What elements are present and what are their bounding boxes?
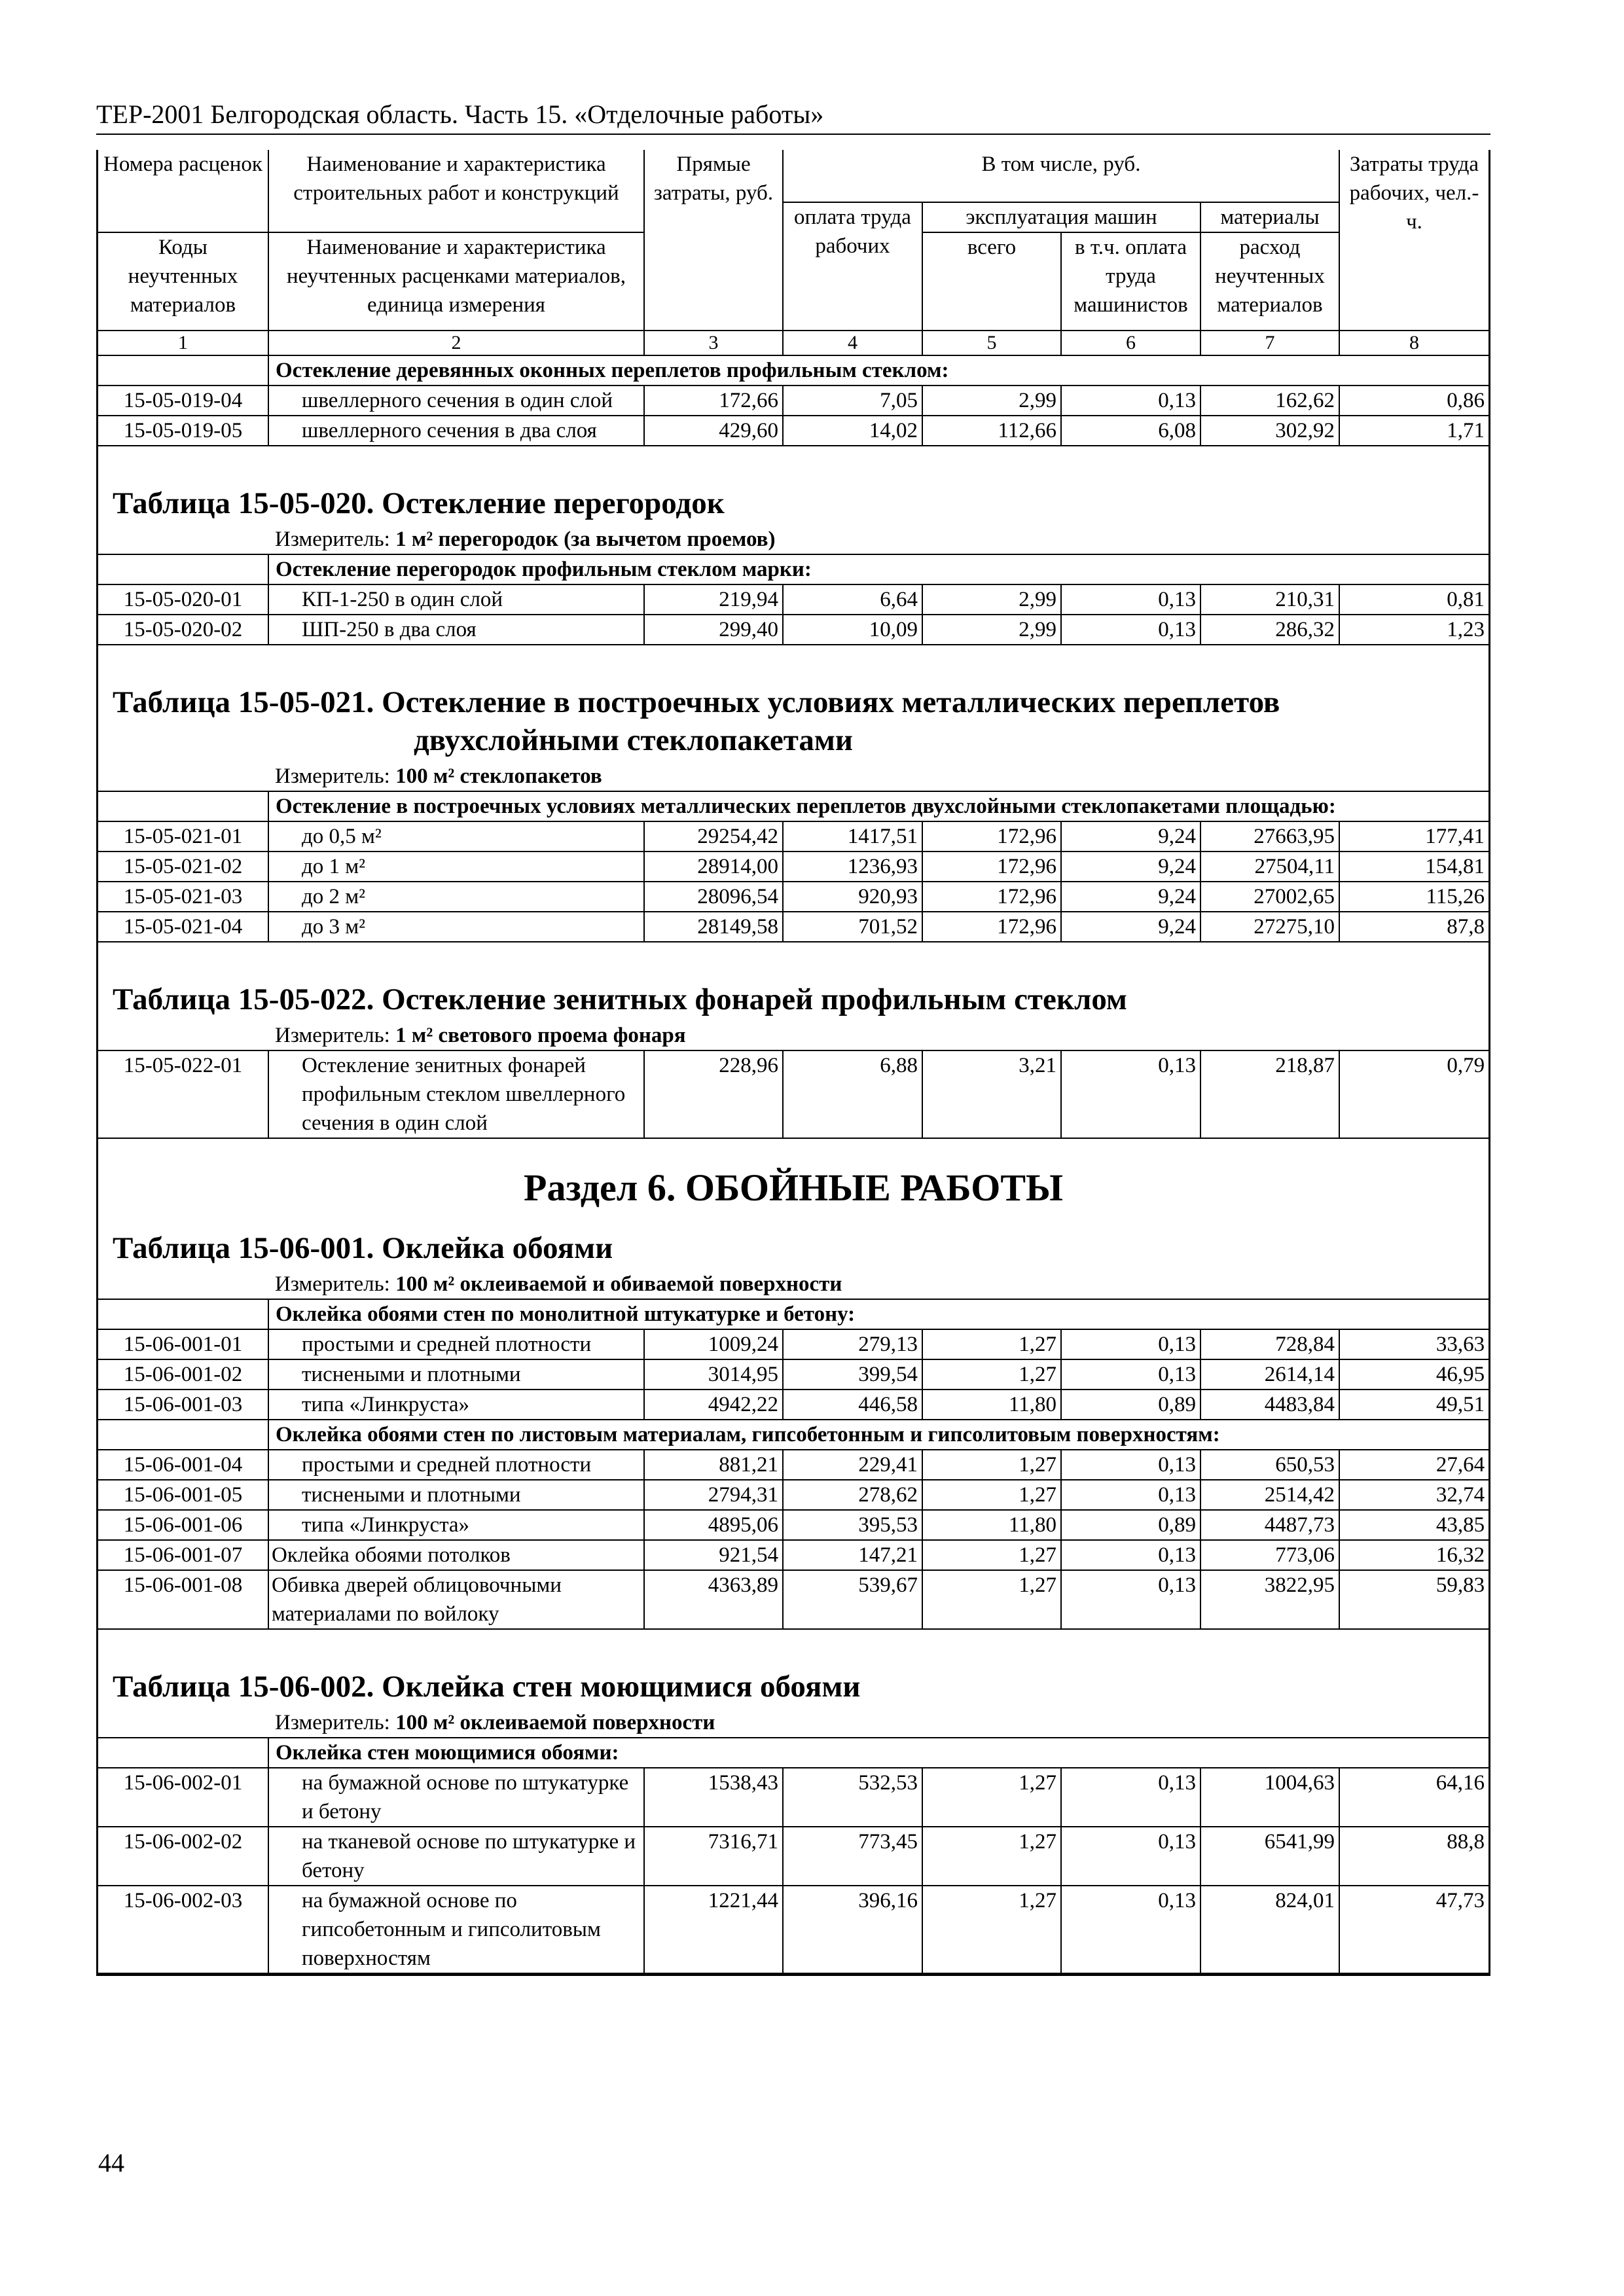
- empty-cell: [98, 356, 268, 386]
- labor-hours: 32,74: [1339, 1480, 1489, 1510]
- machines-header: эксплуатация машин: [922, 202, 1200, 232]
- machinist-wage: 6,08: [1061, 416, 1200, 446]
- material-cost: 650,53: [1200, 1450, 1339, 1480]
- measure-line: [268, 1270, 1489, 1299]
- table-bottom-rule: [96, 1974, 1490, 1976]
- labor-wage: 395,53: [783, 1510, 922, 1540]
- labor-wage: 701,52: [783, 912, 922, 942]
- labor-hours: 87,8: [1339, 912, 1489, 942]
- col4-header: оплата труда рабочих: [783, 202, 922, 331]
- work-name: до 2 м²: [268, 882, 644, 912]
- col2-header-bottom: Наименование и характеристика неучтенных расценками материалов, единица измерения: [268, 232, 644, 331]
- material-cost: 218,87: [1200, 1050, 1339, 1138]
- group-heading: Остекление в построечных условиях металлических переплетов двухслойными стеклопакетами площадью:: [268, 791, 1489, 821]
- labor-wage: 1417,51: [783, 821, 922, 852]
- work-name: КП-1-250 в один слой: [268, 584, 644, 615]
- work-name: до 0,5 м²: [268, 821, 644, 852]
- material-cost: 162,62: [1200, 386, 1339, 416]
- labor-hours: 115,26: [1339, 882, 1489, 912]
- table-row: [98, 1480, 1489, 1510]
- table-row: [98, 1390, 1489, 1420]
- measure-label: Измеритель:: [275, 764, 390, 788]
- table-15-05-022: [98, 1021, 1489, 1139]
- col1-header-bottom: Коды неучтенных материалов: [98, 232, 268, 331]
- table-row: [98, 1570, 1489, 1629]
- material-cost: 3822,95: [1200, 1570, 1339, 1629]
- labor-hours: 33,63: [1339, 1329, 1489, 1359]
- table-title-line1: Таблица 15-05-021. Остекление в построечных условиях металлических переплетов: [113, 685, 1280, 719]
- machine-total: 1,27: [922, 1329, 1061, 1359]
- measure-label: Измеритель:: [275, 528, 390, 551]
- labor-hours: 177,41: [1339, 821, 1489, 852]
- material-cost: 6541,99: [1200, 1827, 1339, 1886]
- work-name: до 1 м²: [268, 852, 644, 882]
- col-number: 1: [98, 331, 268, 355]
- column-header-table: [98, 150, 1489, 356]
- labor-hours: 154,81: [1339, 852, 1489, 882]
- spacer: [98, 446, 1489, 484]
- machinist-wage: 0,89: [1061, 1510, 1200, 1540]
- machinist-wage: 0,13: [1061, 1570, 1200, 1629]
- document-body: [96, 150, 1490, 1976]
- machine-total: 1,27: [922, 1450, 1061, 1480]
- machinist-wage: 9,24: [1061, 882, 1200, 912]
- rate-code: 15-06-002-03: [98, 1886, 268, 1973]
- machine-total: 1,27: [922, 1827, 1061, 1886]
- labor-wage: 920,93: [783, 882, 922, 912]
- rate-code: 15-05-020-01: [98, 584, 268, 615]
- table-row: [98, 1450, 1489, 1480]
- col-number: 7: [1200, 331, 1339, 355]
- labor-hours: 1,71: [1339, 416, 1489, 446]
- direct-cost: 1009,24: [644, 1329, 783, 1359]
- machine-total: 2,99: [922, 615, 1061, 645]
- labor-hours: 0,81: [1339, 584, 1489, 615]
- machinist-wage: 9,24: [1061, 912, 1200, 942]
- machine-total: 1,27: [922, 1570, 1061, 1629]
- work-name: Обивка дверей облицовочными материалами по войлоку: [268, 1570, 644, 1629]
- table-15-05-021: [98, 762, 1489, 942]
- table-row: [98, 1329, 1489, 1359]
- table-title: Таблица 15-06-002. Оклейка стен моющимися обоями: [113, 1670, 861, 1704]
- material-cost: 2514,42: [1200, 1480, 1339, 1510]
- measure-value: 1 м² перегородок (за вычетом проемов): [395, 528, 776, 551]
- table-row: [98, 852, 1489, 882]
- work-name: Оклейка обоями потолков: [268, 1540, 644, 1570]
- material-cost: 2614,14: [1200, 1359, 1339, 1390]
- table-row: [98, 1768, 1489, 1827]
- table-row: [98, 615, 1489, 645]
- measure-line: [268, 1708, 1489, 1738]
- rate-code: 15-06-001-05: [98, 1480, 268, 1510]
- direct-cost: 1221,44: [644, 1886, 783, 1973]
- direct-cost: 881,21: [644, 1450, 783, 1480]
- labor-wage: 278,62: [783, 1480, 922, 1510]
- machinist-wage: 0,13: [1061, 584, 1200, 615]
- direct-cost: 28149,58: [644, 912, 783, 942]
- rate-code: 15-06-001-01: [98, 1329, 268, 1359]
- rate-code: 15-06-002-01: [98, 1768, 268, 1827]
- machine-total: 11,80: [922, 1510, 1061, 1540]
- machine-total: 11,80: [922, 1390, 1061, 1420]
- table-15-05-020: [98, 525, 1489, 645]
- material-cost: 27002,65: [1200, 882, 1339, 912]
- measure-label: Измеритель:: [275, 1272, 390, 1296]
- table-title: [98, 683, 1489, 759]
- col2-header-top: Наименование и характеристика строительных работ и конструкций: [268, 150, 644, 232]
- empty-cell: [98, 1738, 268, 1768]
- table-row: [98, 1540, 1489, 1570]
- rate-code: 15-05-020-02: [98, 615, 268, 645]
- machine-total: 112,66: [922, 416, 1061, 446]
- labor-hours: 46,95: [1339, 1359, 1489, 1390]
- empty-cell: [98, 554, 268, 584]
- rate-code: 15-05-021-02: [98, 852, 268, 882]
- col6-header: в т.ч. оплата труда машинистов: [1061, 232, 1200, 331]
- direct-cost: 429,60: [644, 416, 783, 446]
- col5-header: всего: [922, 232, 1061, 331]
- page-header: ТЕР-2001 Белгородская область. Часть 15. «Отделочные работы»: [96, 99, 824, 129]
- rate-code: 15-05-019-05: [98, 416, 268, 446]
- labor-hours: 47,73: [1339, 1886, 1489, 1973]
- machine-total: 172,96: [922, 912, 1061, 942]
- labor-hours: 16,32: [1339, 1540, 1489, 1570]
- col-number: 3: [644, 331, 783, 355]
- col-number: 2: [268, 331, 644, 355]
- rate-code: 15-06-001-02: [98, 1359, 268, 1390]
- measure-value: 100 м² оклеиваемой и обиваемой поверхности: [395, 1272, 842, 1296]
- direct-cost: 1538,43: [644, 1768, 783, 1827]
- table-row: [98, 386, 1489, 416]
- direct-cost: 4363,89: [644, 1570, 783, 1629]
- labor-hours: 49,51: [1339, 1390, 1489, 1420]
- empty-cell: [98, 1420, 268, 1450]
- material-cost: 286,32: [1200, 615, 1339, 645]
- work-name: простыми и средней плотности: [268, 1450, 644, 1480]
- work-name: ШП-250 в два слоя: [268, 615, 644, 645]
- work-name: типа «Линкруста»: [268, 1510, 644, 1540]
- machinist-wage: 0,13: [1061, 1886, 1200, 1973]
- work-name: простыми и средней плотности: [268, 1329, 644, 1359]
- labor-wage: 396,16: [783, 1886, 922, 1973]
- material-cost: 27663,95: [1200, 821, 1339, 852]
- labor-wage: 147,21: [783, 1540, 922, 1570]
- table-row: [98, 584, 1489, 615]
- measure-label: Измеритель:: [275, 1711, 390, 1734]
- material-cost: 1004,63: [1200, 1768, 1339, 1827]
- material-cost: 302,92: [1200, 416, 1339, 446]
- measure-line: [268, 525, 1489, 554]
- table-row: [98, 821, 1489, 852]
- table-row: [98, 1827, 1489, 1886]
- empty-cell: [98, 1299, 268, 1329]
- materials-header: материалы: [1200, 202, 1339, 232]
- group-heading: Остекление деревянных оконных переплетов профильным стеклом:: [268, 356, 1489, 386]
- direct-cost: 228,96: [644, 1050, 783, 1138]
- rate-code: 15-06-001-06: [98, 1510, 268, 1540]
- incl-header: В том числе, руб.: [783, 150, 1339, 202]
- machinist-wage: 0,13: [1061, 1480, 1200, 1510]
- table-row: [98, 1886, 1489, 1973]
- measure-line: [268, 762, 1489, 791]
- empty-cell: [98, 1708, 268, 1738]
- labor-wage: 10,09: [783, 615, 922, 645]
- machine-total: 1,27: [922, 1359, 1061, 1390]
- machinist-wage: 0,13: [1061, 1768, 1200, 1827]
- col-number: 5: [922, 331, 1061, 355]
- labor-wage: 446,58: [783, 1390, 922, 1420]
- table-15-05-019: [98, 356, 1489, 446]
- table-row: [98, 882, 1489, 912]
- machinist-wage: 0,13: [1061, 1450, 1200, 1480]
- material-cost: 210,31: [1200, 584, 1339, 615]
- machinist-wage: 0,13: [1061, 386, 1200, 416]
- labor-wage: 7,05: [783, 386, 922, 416]
- empty-cell: [98, 762, 268, 791]
- rate-code: 15-06-001-03: [98, 1390, 268, 1420]
- work-name: тиснеными и плотными: [268, 1480, 644, 1510]
- labor-hours: 0,79: [1339, 1050, 1489, 1138]
- machine-total: 1,27: [922, 1886, 1061, 1973]
- table-row: [98, 416, 1489, 446]
- direct-cost: 2794,31: [644, 1480, 783, 1510]
- work-name: на бумажной основе по гипсобетонным и гипсолитовым поверхностям: [268, 1886, 644, 1973]
- rate-code: 15-06-001-08: [98, 1570, 268, 1629]
- machinist-wage: 0,13: [1061, 1827, 1200, 1886]
- direct-cost: 29254,42: [644, 821, 783, 852]
- rate-code: 15-06-001-07: [98, 1540, 268, 1570]
- work-name: швеллерного сечения в два слоя: [268, 416, 644, 446]
- machine-total: 1,27: [922, 1768, 1061, 1827]
- spacer: [98, 1630, 1489, 1668]
- machine-total: 3,21: [922, 1050, 1061, 1138]
- direct-cost: 921,54: [644, 1540, 783, 1570]
- table-title: Таблица 15-06-001. Оклейка обоями: [113, 1231, 613, 1265]
- work-name: типа «Линкруста»: [268, 1390, 644, 1420]
- table-row: [98, 912, 1489, 942]
- measure-value: 100 м² оклеиваемой поверхности: [395, 1711, 715, 1734]
- machine-total: 1,27: [922, 1540, 1061, 1570]
- work-name: тиснеными и плотными: [268, 1359, 644, 1390]
- material-cost: 824,01: [1200, 1886, 1339, 1973]
- labor-wage: 532,53: [783, 1768, 922, 1827]
- labor-wage: 773,45: [783, 1827, 922, 1886]
- col1-header-top: Номера расценок: [98, 150, 268, 232]
- rate-code: 15-05-021-03: [98, 882, 268, 912]
- group-heading: Оклейка обоями стен по листовым материалам, гипсобетонным и гипсолитовым поверхностям:: [268, 1420, 1489, 1450]
- spacer: [98, 942, 1489, 980]
- work-name: на тканевой основе по штукатурке и бетону: [268, 1827, 644, 1886]
- labor-wage: 6,88: [783, 1050, 922, 1138]
- measure-label: Измеритель:: [275, 1024, 390, 1047]
- machinist-wage: 0,13: [1061, 1050, 1200, 1138]
- table-title: Таблица 15-05-022. Остекление зенитных фонарей профильным стеклом: [113, 982, 1127, 1016]
- direct-cost: 3014,95: [644, 1359, 783, 1390]
- work-name: до 3 м²: [268, 912, 644, 942]
- labor-wage: 229,41: [783, 1450, 922, 1480]
- material-cost: 27275,10: [1200, 912, 1339, 942]
- measure-value: 100 м² стеклопакетов: [395, 764, 602, 788]
- labor-hours: 27,64: [1339, 1450, 1489, 1480]
- col3-header: Прямые затраты, руб.: [644, 150, 783, 331]
- col-number: 8: [1339, 331, 1489, 355]
- table-row: [98, 1359, 1489, 1390]
- machinist-wage: 0,89: [1061, 1390, 1200, 1420]
- table-row: [98, 1050, 1489, 1138]
- rate-code: 15-05-021-04: [98, 912, 268, 942]
- rate-code: 15-06-002-02: [98, 1827, 268, 1886]
- machine-total: 172,96: [922, 821, 1061, 852]
- labor-hours: 1,23: [1339, 615, 1489, 645]
- labor-wage: 279,13: [783, 1329, 922, 1359]
- direct-cost: 28914,00: [644, 852, 783, 882]
- section-title: Раздел 6. ОБОЙНЫЕ РАБОТЫ: [524, 1166, 1063, 1209]
- rate-code: 15-06-001-04: [98, 1450, 268, 1480]
- group-heading: Оклейка обоями стен по монолитной штукатурке и бетону:: [268, 1299, 1489, 1329]
- labor-wage: 399,54: [783, 1359, 922, 1390]
- rate-code: 15-05-022-01: [98, 1050, 268, 1138]
- labor-hours: 64,16: [1339, 1768, 1489, 1827]
- material-cost: 4483,84: [1200, 1390, 1339, 1420]
- empty-cell: [98, 525, 268, 554]
- table-15-06-001: [98, 1270, 1489, 1630]
- direct-cost: 172,66: [644, 386, 783, 416]
- machinist-wage: 0,13: [1061, 1329, 1200, 1359]
- group-heading: Остекление перегородок профильным стеклом марки:: [268, 554, 1489, 584]
- rate-code: 15-05-021-01: [98, 821, 268, 852]
- direct-cost: 219,94: [644, 584, 783, 615]
- empty-cell: [98, 1021, 268, 1050]
- machinist-wage: 0,13: [1061, 1540, 1200, 1570]
- material-cost: 773,06: [1200, 1540, 1339, 1570]
- labor-hours: 43,85: [1339, 1510, 1489, 1540]
- direct-cost: 7316,71: [644, 1827, 783, 1886]
- table-title-line2: двухслойными стеклопакетами: [414, 723, 853, 757]
- rate-code: 15-05-019-04: [98, 386, 268, 416]
- labor-wage: 539,67: [783, 1570, 922, 1629]
- labor-hours: 88,8: [1339, 1827, 1489, 1886]
- labor-wage: 14,02: [783, 416, 922, 446]
- direct-cost: 4895,06: [644, 1510, 783, 1540]
- measure-line: [268, 1021, 1489, 1050]
- material-cost: 728,84: [1200, 1329, 1339, 1359]
- labor-wage: 6,64: [783, 584, 922, 615]
- machine-total: 2,99: [922, 386, 1061, 416]
- labor-hours: 59,83: [1339, 1570, 1489, 1629]
- empty-cell: [98, 1270, 268, 1299]
- machine-total: 172,96: [922, 882, 1061, 912]
- labor-wage: 1236,93: [783, 852, 922, 882]
- material-cost: 27504,11: [1200, 852, 1339, 882]
- machine-total: 2,99: [922, 584, 1061, 615]
- table-15-06-002: [98, 1708, 1489, 1974]
- page-number: 44: [98, 2148, 124, 2178]
- table-title: Таблица 15-05-020. Остекление перегородок: [113, 486, 725, 520]
- work-name: швеллерного сечения в один слой: [268, 386, 644, 416]
- labor-hours: 0,86: [1339, 386, 1489, 416]
- machinist-wage: 9,24: [1061, 821, 1200, 852]
- machine-total: 1,27: [922, 1480, 1061, 1510]
- machine-total: 172,96: [922, 852, 1061, 882]
- empty-cell: [98, 791, 268, 821]
- measure-value: 1 м² светового проема фонаря: [395, 1024, 686, 1047]
- col8-header: Затраты труда рабочих, чел.-ч.: [1339, 150, 1489, 331]
- work-name: на бумажной основе по штукатурке и бетону: [268, 1768, 644, 1827]
- col-number: 6: [1061, 331, 1200, 355]
- direct-cost: 299,40: [644, 615, 783, 645]
- table-row: [98, 1510, 1489, 1540]
- direct-cost: 28096,54: [644, 882, 783, 912]
- work-name: Остекление зенитных фонарей профильным стеклом швеллерного сечения в один слой: [268, 1050, 644, 1138]
- material-cost: 4487,73: [1200, 1510, 1339, 1540]
- group-heading: Оклейка стен моющимися обоями:: [268, 1738, 1489, 1768]
- spacer: [98, 645, 1489, 683]
- direct-cost: 4942,22: [644, 1390, 783, 1420]
- machinist-wage: 9,24: [1061, 852, 1200, 882]
- col7-header: расход неучтенных материалов: [1200, 232, 1339, 331]
- machinist-wage: 0,13: [1061, 615, 1200, 645]
- machinist-wage: 0,13: [1061, 1359, 1200, 1390]
- header-rule: [96, 134, 1490, 135]
- col-number: 4: [783, 331, 922, 355]
